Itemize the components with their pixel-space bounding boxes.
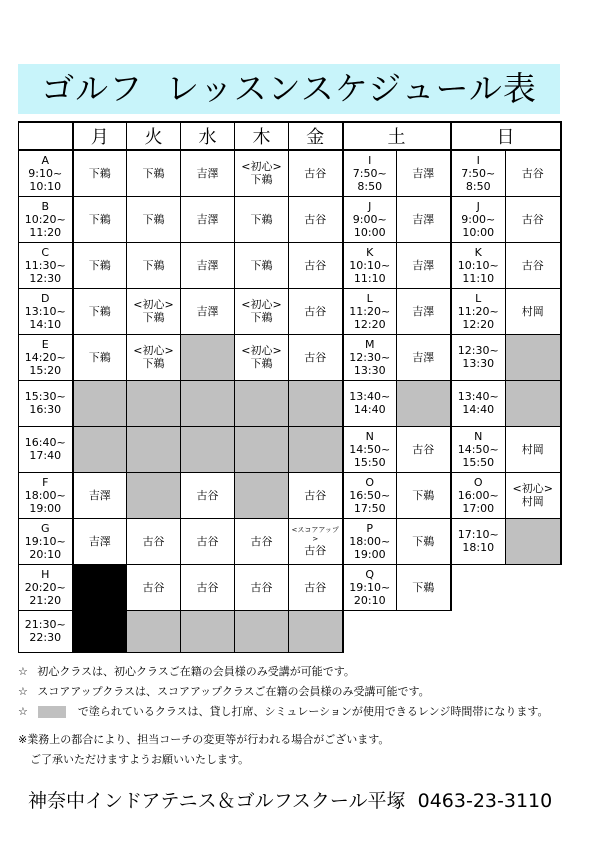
lesson-cell bbox=[506, 196, 561, 242]
lesson-cell bbox=[506, 426, 561, 472]
time-slot-text: 14:50~ bbox=[349, 442, 391, 456]
lesson-cell bbox=[127, 150, 181, 196]
time-slot-cell bbox=[451, 426, 506, 472]
coach-name: 古谷 bbox=[142, 580, 165, 594]
time-slot-text: 9:00~ bbox=[352, 212, 387, 226]
time-slot-text: N bbox=[474, 429, 483, 443]
coach-name: 下鵜 bbox=[412, 580, 435, 594]
coach-name: 下鵜 bbox=[250, 258, 273, 272]
coach-name: 吉澤 bbox=[88, 534, 111, 548]
time-slot-text: 19:10~ bbox=[349, 580, 391, 594]
time-slot-text: 14:20~ bbox=[24, 350, 66, 364]
note-beginner-text: 初心クラスは、初心クラスご在籍の会員様のみ受講が可能です。 bbox=[37, 665, 355, 678]
schedule-row bbox=[19, 564, 561, 610]
coach-name: 下鵜 bbox=[250, 173, 273, 187]
time-slot-text: 15:50 bbox=[353, 455, 386, 469]
coach-name: 村岡 bbox=[521, 304, 544, 318]
time-slot-text: 15:20 bbox=[29, 363, 62, 377]
time-slot-cell bbox=[451, 288, 506, 334]
time-slot-cell bbox=[451, 472, 506, 518]
star-icon: ☆ bbox=[18, 665, 28, 678]
warning-line2: ご了承いただけますようお願いいたします。 bbox=[30, 753, 250, 766]
time-slot-text: D bbox=[41, 291, 50, 305]
range-time-cell bbox=[235, 472, 289, 518]
time-slot-text: C bbox=[41, 245, 50, 259]
time-slot-text: 12:30~ bbox=[457, 344, 499, 357]
time-slot-cell bbox=[19, 426, 73, 472]
day-header-row bbox=[19, 122, 561, 150]
coach-name: 吉澤 bbox=[412, 212, 435, 226]
coach-name: 古谷 bbox=[196, 580, 219, 594]
time-slot-text: 17:10~ bbox=[457, 528, 499, 541]
class-type-label: <初心> bbox=[133, 298, 174, 311]
lesson-cell bbox=[289, 564, 343, 610]
time-slot-cell bbox=[343, 472, 397, 518]
time-slot-text: 12:20 bbox=[353, 317, 386, 331]
note-gray-text: で塗られているクラスは、貸し打席、シミュレーションが使用できるレンジ時間帯になります。 bbox=[77, 705, 549, 718]
day-header-sun: 日 bbox=[451, 122, 561, 150]
lesson-cell bbox=[397, 196, 451, 242]
lesson-cell bbox=[181, 518, 235, 564]
range-time-cell bbox=[127, 380, 181, 426]
lesson-cell bbox=[73, 288, 127, 334]
coach-name: 下鵜 bbox=[142, 357, 165, 370]
time-slot-cell bbox=[19, 334, 73, 380]
time-slot-text: 17:40 bbox=[29, 449, 62, 462]
coach-name: 下鵜 bbox=[250, 357, 273, 370]
time-slot-cell bbox=[343, 426, 397, 472]
time-slot-cell bbox=[19, 472, 73, 518]
coach-name: 古谷 bbox=[250, 534, 273, 548]
time-slot-text: 16:50~ bbox=[349, 488, 391, 502]
time-slot-cell bbox=[451, 334, 506, 380]
time-slot-text: N bbox=[365, 429, 374, 443]
lesson-cell bbox=[289, 196, 343, 242]
coach-name: 吉澤 bbox=[412, 350, 435, 364]
lesson-cell bbox=[397, 426, 451, 472]
empty-cell bbox=[343, 610, 397, 652]
time-slot-text: 21:30~ bbox=[24, 618, 66, 631]
coach-name: 古谷 bbox=[304, 580, 327, 594]
range-time-cell bbox=[181, 334, 235, 380]
time-slot-cell bbox=[343, 518, 397, 564]
range-time-cell bbox=[181, 426, 235, 472]
lesson-cell bbox=[397, 564, 451, 610]
range-time-cell bbox=[397, 380, 451, 426]
time-slot-text: 15:50 bbox=[462, 455, 495, 469]
range-time-cell bbox=[73, 426, 127, 472]
range-time-cell bbox=[506, 380, 561, 426]
time-slot-text: O bbox=[365, 475, 375, 489]
time-slot-text: J bbox=[476, 199, 480, 213]
schedule-row bbox=[19, 150, 561, 196]
time-slot-cell bbox=[451, 196, 506, 242]
coach-name: 古谷 bbox=[304, 258, 327, 272]
coach-name: 下鵜 bbox=[88, 304, 111, 318]
class-type-label: <初心> bbox=[512, 482, 553, 495]
time-slot-cell bbox=[343, 242, 397, 288]
range-time-cell bbox=[181, 380, 235, 426]
time-slot-cell bbox=[343, 150, 397, 196]
coach-name: 吉澤 bbox=[196, 212, 219, 226]
coach-name: 下鵜 bbox=[412, 534, 435, 548]
coach-name: 古谷 bbox=[304, 543, 327, 557]
lesson-cell bbox=[181, 196, 235, 242]
lesson-cell bbox=[73, 242, 127, 288]
lesson-cell bbox=[397, 242, 451, 288]
time-slot-text: 14:50~ bbox=[457, 442, 499, 456]
coach-name: 吉澤 bbox=[196, 304, 219, 318]
class-type-label: <スコアアップ> bbox=[291, 525, 339, 543]
coach-name: 下鵜 bbox=[250, 311, 273, 324]
time-slot-text: K bbox=[474, 245, 482, 259]
schedule-row bbox=[19, 518, 561, 564]
time-slot-text: 11:20 bbox=[29, 225, 62, 239]
class-type-label: <初心> bbox=[241, 160, 282, 174]
lesson-cell bbox=[235, 518, 289, 564]
coach-name: 下鵜 bbox=[88, 350, 111, 364]
time-slot-text: 9:10~ bbox=[28, 166, 63, 180]
coach-name: 古谷 bbox=[521, 212, 544, 226]
range-time-cell bbox=[506, 518, 561, 564]
day-header-sat: 土 bbox=[343, 122, 451, 150]
schedule-row bbox=[19, 472, 561, 518]
range-time-cell bbox=[235, 380, 289, 426]
lesson-cell bbox=[235, 564, 289, 610]
lesson-cell bbox=[181, 242, 235, 288]
lesson-cell bbox=[73, 334, 127, 380]
time-slot-text: 13:30 bbox=[462, 357, 495, 370]
coach-name: 古谷 bbox=[521, 258, 544, 272]
time-slot-text: G bbox=[40, 521, 50, 535]
schedule-row bbox=[19, 288, 561, 334]
lesson-cell bbox=[506, 288, 561, 334]
corner-cell bbox=[19, 122, 73, 150]
time-slot-text: 9:00~ bbox=[461, 212, 496, 226]
lesson-cell bbox=[506, 150, 561, 196]
coach-name: 下鵜 bbox=[142, 311, 165, 324]
coach-name: 古谷 bbox=[196, 488, 219, 502]
time-slot-text: K bbox=[366, 245, 374, 259]
lesson-cell bbox=[506, 472, 561, 518]
time-slot-text: H bbox=[41, 567, 50, 581]
time-slot-text: 13:40~ bbox=[457, 390, 499, 403]
time-slot-text: 20:10 bbox=[353, 593, 386, 607]
coach-name: 古谷 bbox=[304, 212, 327, 226]
range-time-cell bbox=[235, 610, 289, 652]
coach-name: 吉澤 bbox=[88, 488, 111, 502]
star-icon: ☆ bbox=[18, 685, 28, 698]
time-slot-text: 22:30 bbox=[29, 631, 62, 644]
time-slot-text: I bbox=[476, 153, 480, 167]
day-header-tue: 火 bbox=[127, 122, 181, 150]
time-slot-text: 11:30~ bbox=[24, 258, 66, 272]
time-slot-cell bbox=[451, 518, 506, 564]
empty-cell bbox=[451, 564, 506, 610]
schedule-row bbox=[19, 380, 561, 426]
time-slot-text: F bbox=[42, 475, 49, 489]
time-slot-text: 16:00~ bbox=[457, 488, 499, 502]
lesson-cell bbox=[235, 196, 289, 242]
time-slot-cell bbox=[19, 518, 73, 564]
time-slot-text: 19:10~ bbox=[24, 534, 66, 548]
lesson-cell bbox=[127, 196, 181, 242]
time-slot-text: 21:20 bbox=[29, 593, 62, 607]
time-slot-text: 11:20~ bbox=[349, 304, 391, 318]
time-slot-text: 19:00 bbox=[29, 501, 62, 515]
range-time-cell bbox=[127, 472, 181, 518]
day-header-thu: 木 bbox=[235, 122, 289, 150]
time-slot-text: 17:00 bbox=[462, 501, 495, 515]
time-slot-cell bbox=[451, 380, 506, 426]
coach-name: 古谷 bbox=[250, 580, 273, 594]
lesson-cell bbox=[289, 518, 343, 564]
time-slot-text: M bbox=[365, 337, 375, 351]
coach-name: 古谷 bbox=[142, 534, 165, 548]
time-slot-text: A bbox=[41, 153, 50, 167]
time-slot-text: 13:40~ bbox=[349, 390, 391, 403]
time-slot-text: 8:50 bbox=[357, 179, 383, 193]
coach-name: 吉澤 bbox=[412, 258, 435, 272]
time-slot-text: 14:40 bbox=[353, 403, 386, 416]
lesson-cell bbox=[289, 288, 343, 334]
coach-name: 下鵜 bbox=[142, 166, 165, 180]
time-slot-text: 15:30~ bbox=[24, 390, 66, 403]
time-slot-cell bbox=[343, 564, 397, 610]
time-slot-text: 11:10 bbox=[462, 271, 495, 285]
time-slot-cell bbox=[343, 380, 397, 426]
page-title: ゴルフ レッスンスケジュール表 bbox=[18, 64, 560, 114]
coach-name: 下鵜 bbox=[88, 258, 111, 272]
schedule-row bbox=[19, 426, 561, 472]
coach-name: 下鵜 bbox=[88, 166, 111, 180]
time-slot-text: 7:50~ bbox=[461, 166, 496, 180]
lesson-cell bbox=[181, 472, 235, 518]
lesson-cell bbox=[235, 288, 289, 334]
coach-name: 村岡 bbox=[521, 442, 544, 456]
range-time-cell bbox=[289, 610, 343, 652]
time-slot-text: 11:10 bbox=[353, 271, 386, 285]
time-slot-text: 12:20 bbox=[462, 317, 495, 331]
time-slot-cell bbox=[19, 150, 73, 196]
coach-name: 下鵜 bbox=[250, 212, 273, 226]
time-slot-cell bbox=[19, 242, 73, 288]
lesson-cell bbox=[397, 288, 451, 334]
lesson-cell bbox=[289, 472, 343, 518]
time-slot-text: 12:30~ bbox=[349, 350, 391, 364]
time-slot-text: 8:50 bbox=[465, 179, 491, 193]
time-slot-text: 20:20~ bbox=[24, 580, 66, 594]
range-time-cell bbox=[127, 426, 181, 472]
time-slot-text: 18:00~ bbox=[349, 534, 391, 548]
schedule-table bbox=[18, 121, 562, 653]
time-slot-text: 20:10 bbox=[29, 547, 62, 561]
lesson-cell bbox=[397, 334, 451, 380]
star-icon: ☆ bbox=[18, 705, 28, 718]
time-slot-text: 11:20~ bbox=[457, 304, 499, 318]
class-type-label: <初心> bbox=[241, 344, 282, 357]
time-slot-cell bbox=[343, 334, 397, 380]
lesson-cell bbox=[289, 242, 343, 288]
time-slot-text: 10:20~ bbox=[24, 212, 66, 226]
time-slot-text: 19:00 bbox=[353, 547, 386, 561]
range-time-cell bbox=[127, 610, 181, 652]
time-slot-text: E bbox=[41, 337, 49, 351]
note-scoreup bbox=[18, 682, 588, 702]
lesson-cell bbox=[181, 150, 235, 196]
warning bbox=[18, 730, 389, 770]
lesson-cell bbox=[73, 196, 127, 242]
time-slot-text: 12:30 bbox=[29, 271, 62, 285]
note-gray bbox=[18, 702, 588, 722]
note-scoreup-text: スコアアップクラスは、スコアアップクラスご在籍の会員様のみ受講可能です。 bbox=[37, 685, 430, 698]
coach-name: 吉澤 bbox=[196, 258, 219, 272]
coach-name: 吉澤 bbox=[196, 166, 219, 180]
time-slot-text: 10:00 bbox=[353, 225, 386, 239]
time-slot-text: 16:40~ bbox=[24, 436, 66, 449]
coach-name: 古谷 bbox=[304, 350, 327, 364]
range-time-cell bbox=[289, 380, 343, 426]
coach-name: 村岡 bbox=[521, 495, 544, 508]
time-slot-text: J bbox=[368, 199, 372, 213]
time-slot-cell bbox=[451, 150, 506, 196]
lesson-cell bbox=[127, 288, 181, 334]
notes bbox=[18, 662, 588, 722]
coach-name: 下鵜 bbox=[142, 212, 165, 226]
lesson-cell bbox=[289, 334, 343, 380]
coach-name: 下鵜 bbox=[88, 212, 111, 226]
empty-cell bbox=[506, 610, 561, 652]
time-slot-text: 13:30 bbox=[353, 363, 386, 377]
note-beginner bbox=[18, 662, 588, 682]
time-slot-text: P bbox=[366, 521, 374, 535]
lesson-cell bbox=[127, 334, 181, 380]
coach-name: 古谷 bbox=[521, 166, 544, 180]
range-time-cell bbox=[235, 426, 289, 472]
time-slot-cell bbox=[19, 380, 73, 426]
schedule-row bbox=[19, 334, 561, 380]
coach-name: 吉澤 bbox=[412, 304, 435, 318]
day-header-fri: 金 bbox=[289, 122, 343, 150]
lesson-cell bbox=[397, 518, 451, 564]
time-slot-text: L bbox=[475, 291, 482, 305]
time-slot-text: 10:10~ bbox=[349, 258, 391, 272]
day-header-wed: 水 bbox=[181, 122, 235, 150]
time-slot-text: 10:10~ bbox=[457, 258, 499, 272]
range-time-cell bbox=[289, 426, 343, 472]
unavailable-cell bbox=[73, 564, 127, 610]
footer-contact: 神奈中インドアテニス＆ゴルフスクール平塚 0463-23-3110 bbox=[28, 790, 553, 812]
time-slot-text: L bbox=[366, 291, 373, 305]
lesson-cell bbox=[235, 150, 289, 196]
coach-name: 古谷 bbox=[304, 488, 327, 502]
lesson-cell bbox=[181, 288, 235, 334]
coach-name: 吉澤 bbox=[412, 166, 435, 180]
time-slot-cell bbox=[19, 610, 73, 652]
time-slot-cell bbox=[343, 288, 397, 334]
lesson-cell bbox=[397, 150, 451, 196]
lesson-cell bbox=[73, 518, 127, 564]
day-header-mon: 月 bbox=[73, 122, 127, 150]
gray-swatch bbox=[38, 706, 66, 718]
empty-cell bbox=[506, 564, 561, 610]
time-slot-cell bbox=[19, 196, 73, 242]
empty-cell bbox=[451, 610, 506, 652]
lesson-cell bbox=[235, 334, 289, 380]
range-time-cell bbox=[506, 334, 561, 380]
time-slot-text: 18:10 bbox=[462, 541, 495, 554]
coach-name: 古谷 bbox=[304, 304, 327, 318]
coach-name: 古谷 bbox=[304, 166, 327, 180]
time-slot-text: 18:00~ bbox=[24, 488, 66, 502]
time-slot-cell bbox=[19, 564, 73, 610]
schedule-row bbox=[19, 610, 561, 652]
range-time-cell bbox=[181, 610, 235, 652]
lesson-cell bbox=[289, 150, 343, 196]
lesson-cell bbox=[127, 564, 181, 610]
time-slot-cell bbox=[451, 242, 506, 288]
lesson-cell bbox=[127, 242, 181, 288]
lesson-cell bbox=[73, 150, 127, 196]
class-type-label: <初心> bbox=[241, 298, 282, 311]
warning-line1: ※業務上の都合により、担当コーチの変更等が行われる場合がございます。 bbox=[18, 733, 390, 746]
coach-name: 下鵜 bbox=[412, 488, 435, 502]
time-slot-text: 14:10 bbox=[29, 317, 62, 331]
lesson-cell bbox=[73, 472, 127, 518]
lesson-cell bbox=[181, 564, 235, 610]
time-slot-text: 13:10~ bbox=[24, 304, 66, 318]
time-slot-text: Q bbox=[365, 567, 375, 581]
coach-name: 古谷 bbox=[412, 442, 435, 456]
coach-name: 古谷 bbox=[196, 534, 219, 548]
time-slot-text: 14:40 bbox=[462, 403, 495, 416]
unavailable-cell bbox=[73, 610, 127, 652]
lesson-cell bbox=[506, 242, 561, 288]
time-slot-text: 10:10 bbox=[29, 179, 62, 193]
lesson-cell bbox=[397, 472, 451, 518]
time-slot-text: 16:30 bbox=[29, 403, 62, 416]
time-slot-text: B bbox=[41, 199, 50, 213]
time-slot-text: 10:00 bbox=[462, 225, 495, 239]
time-slot-text: 7:50~ bbox=[352, 166, 387, 180]
lesson-cell bbox=[235, 242, 289, 288]
range-time-cell bbox=[73, 380, 127, 426]
coach-name: 下鵜 bbox=[142, 258, 165, 272]
time-slot-text: O bbox=[473, 475, 483, 489]
lesson-cell bbox=[127, 518, 181, 564]
schedule-row bbox=[19, 242, 561, 288]
class-type-label: <初心> bbox=[133, 344, 174, 357]
time-slot-cell bbox=[19, 288, 73, 334]
schedule-row bbox=[19, 196, 561, 242]
schedule-body bbox=[19, 150, 561, 652]
time-slot-cell bbox=[343, 196, 397, 242]
empty-cell bbox=[397, 610, 451, 652]
time-slot-text: I bbox=[368, 153, 372, 167]
time-slot-text: 17:50 bbox=[353, 501, 386, 515]
